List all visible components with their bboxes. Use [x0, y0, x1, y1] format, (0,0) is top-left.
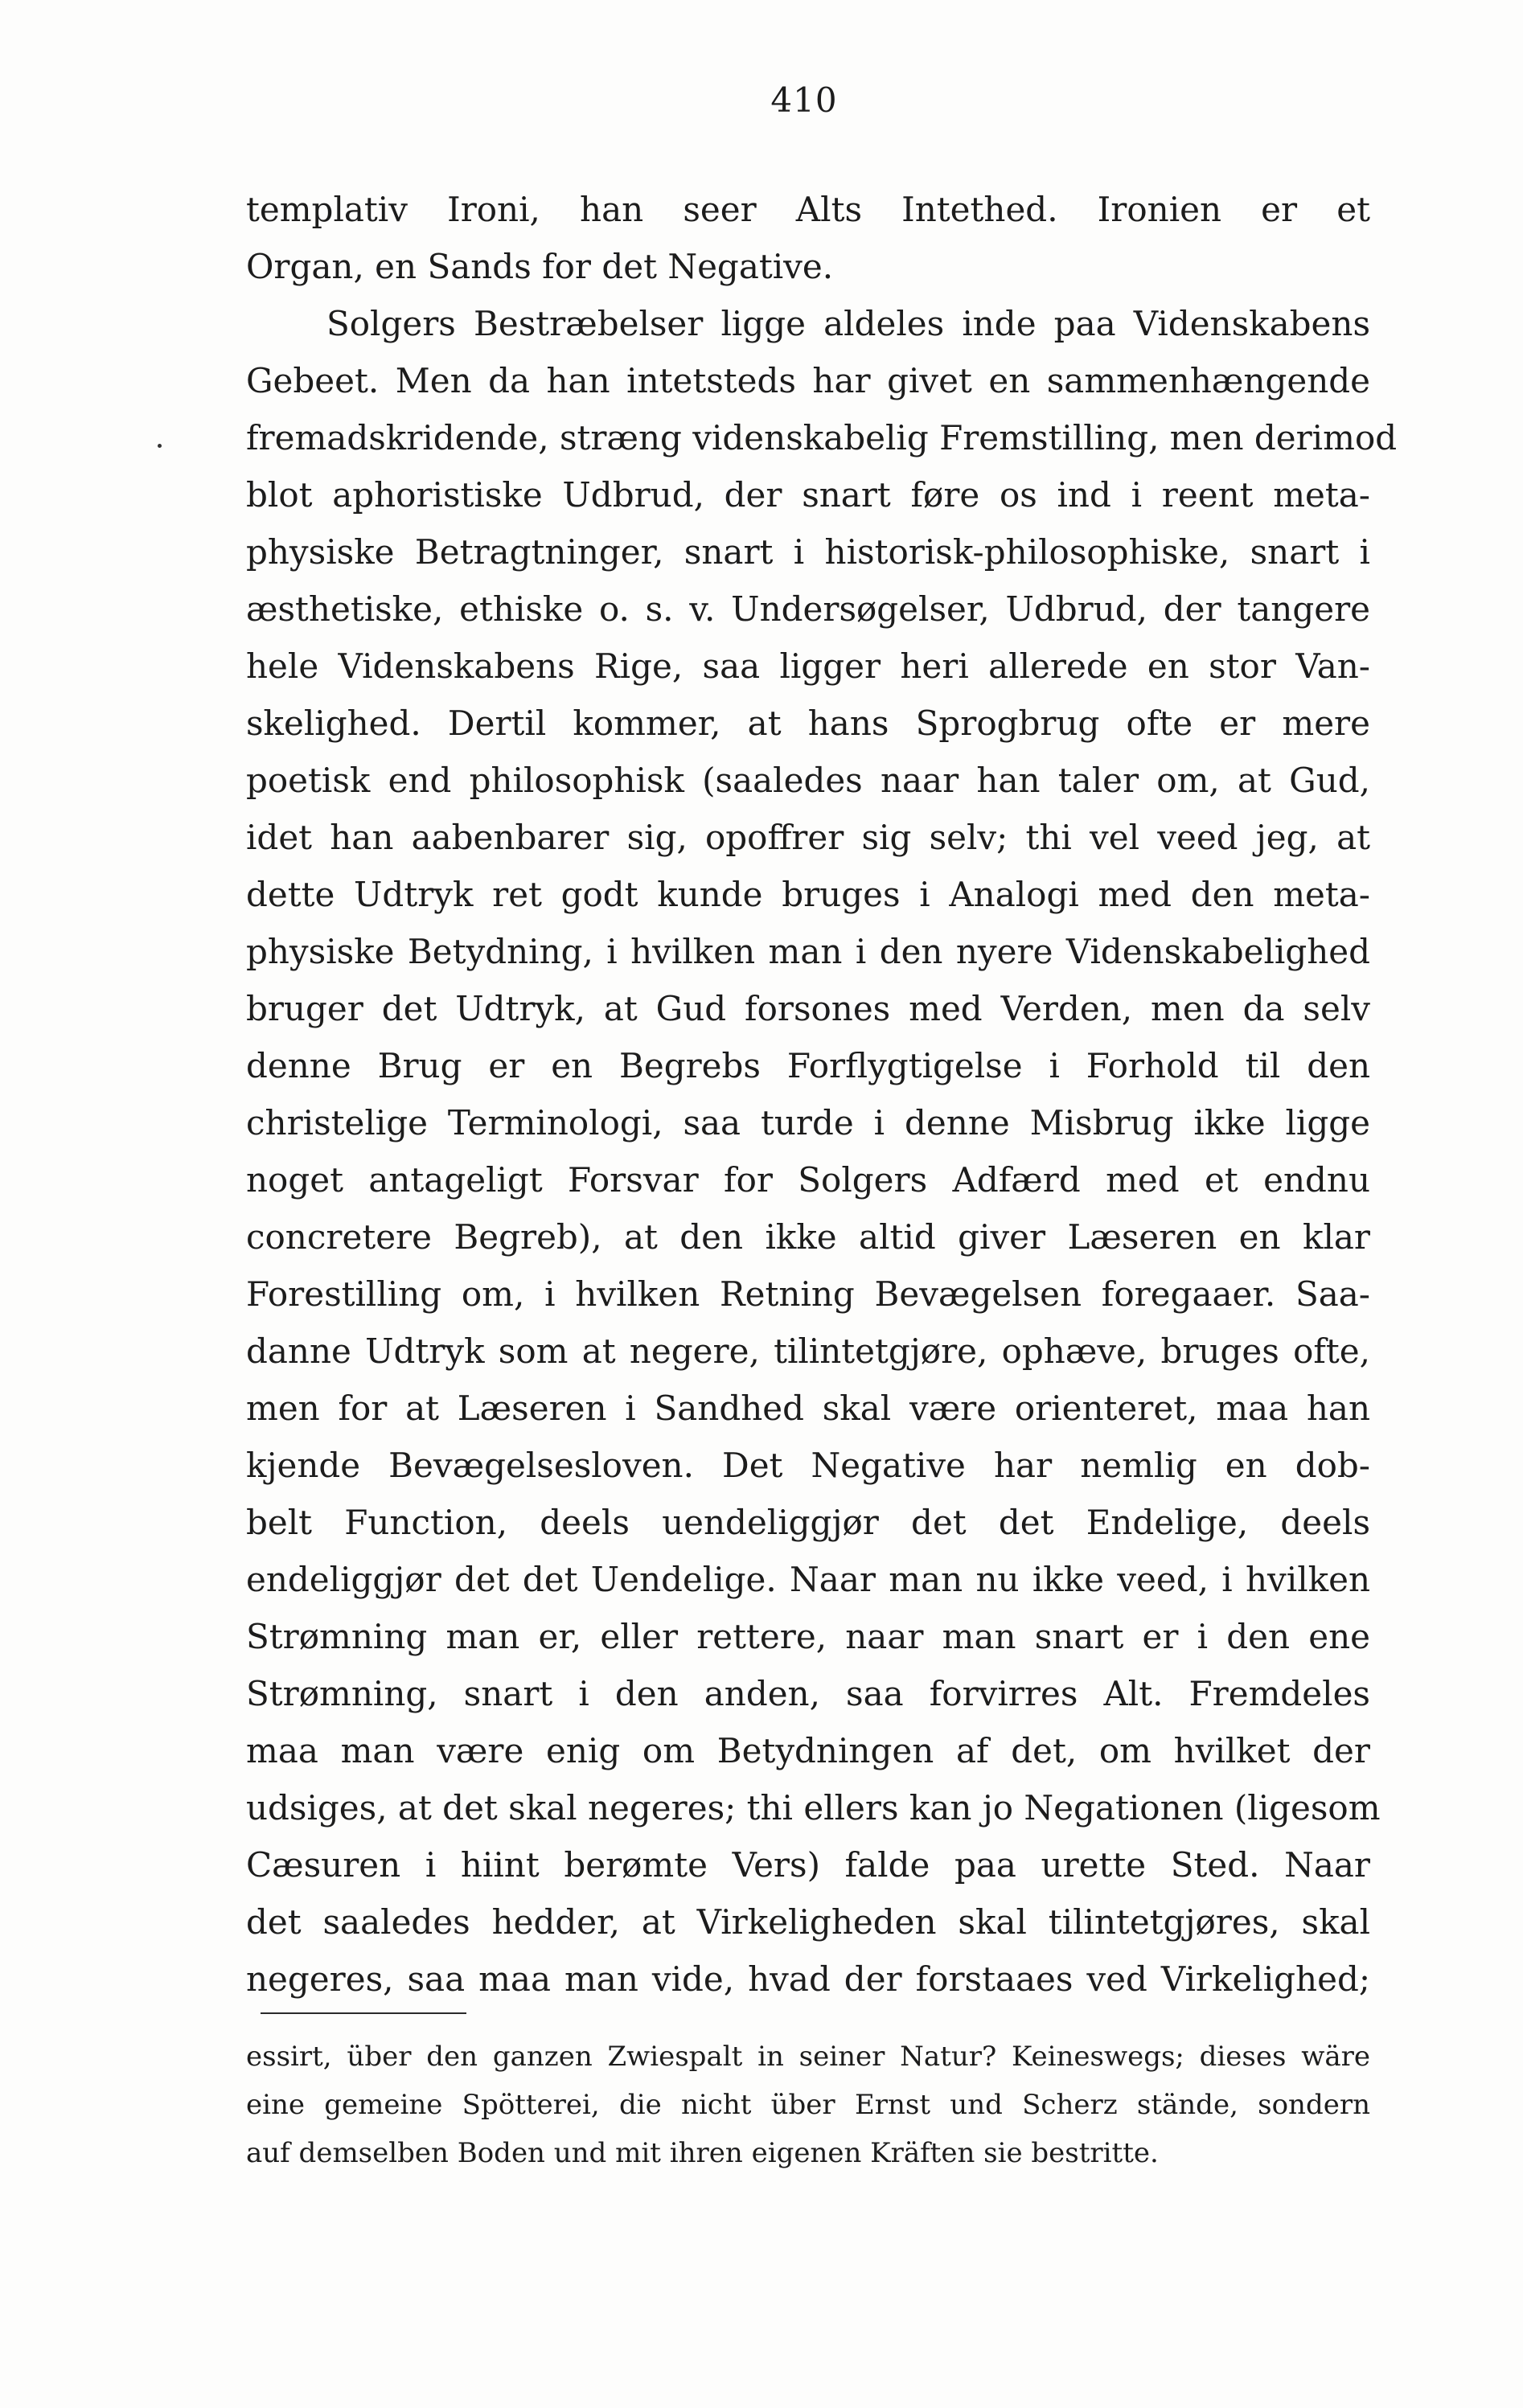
- text-line: denne Brug er en Begrebs Forflygtigelse i Forhold til den: [246, 1046, 1370, 1085]
- text-line: poetisk end philosophisk (saaledes naar han taler om, at Gud,: [246, 761, 1370, 800]
- text-line: æsthetiske, ethiske o. s. v. Undersøgelser, Udbrud, der tangere: [246, 589, 1370, 629]
- text-line: Forestilling om, i hvilken Retning Bevægelsen foregaaer. Saa-: [246, 1274, 1370, 1314]
- footnote-line: essirt, über den ganzen Zwiespalt in seiner Natur? Keineswegs; dieses wäre: [246, 2041, 1370, 2073]
- text-line: men for at Læseren i Sandhed skal være orienteret, maa han: [246, 1389, 1370, 1428]
- text-line: danne Udtryk som at negere, tilintetgjøre, ophæve, bruges ofte,: [246, 1331, 1370, 1371]
- text-line: Cæsuren i hiint berømte Vers) falde paa urette Sted. Naar: [246, 1845, 1370, 1885]
- footnote-line: eine gemeine Spötterei, die nicht über Ernst und Scherz stände, sondern: [246, 2089, 1370, 2121]
- text-line: Gebeet. Men da han intetsteds har givet en sammenhængende: [246, 361, 1370, 400]
- text-line: templativ Ironi, han seer Alts Intethed. Ironien er et: [246, 190, 1370, 229]
- text-line: udsiges, at det skal negeres; thi ellers kan jo Negationen (ligesom: [246, 1788, 1381, 1828]
- text-line: dette Udtryk ret godt kunde bruges i Analogi med den meta-: [246, 875, 1370, 914]
- text-line: det saaledes hedder, at Virkeligheden skal tilintetgjøres, skal: [246, 1902, 1370, 1942]
- footnote: [246, 2033, 1370, 2177]
- text-line: maa man være enig om Betydningen af det, om hvilket der: [246, 1731, 1370, 1770]
- text-line: bruger det Udtryk, at Gud forsones med Verden, men da selv: [246, 989, 1370, 1028]
- text-line: physiske Betydning, i hvilken man i den nyere Videnskabelighed: [246, 932, 1370, 971]
- text-line: kjende Bevægelsesloven. Det Negative har nemlig en dob-: [246, 1446, 1370, 1485]
- text-line: hele Videnskabens Rige, saa ligger heri allerede en stor Van-: [246, 646, 1370, 686]
- text-line: endeliggjør det det Uendelige. Naar man nu ikke veed, i hvilken: [246, 1560, 1370, 1599]
- text-line: negeres, saa maa man vide, hvad der forstaaes ved Virkelighed;: [246, 1959, 1370, 1999]
- text-line: blot aphoristiske Udbrud, der snart føre os ind i reent meta-: [246, 475, 1370, 515]
- text-line: concretere Begreb), at den ikke altid giver Læseren en klar: [246, 1217, 1370, 1257]
- ink-speck: [158, 444, 162, 448]
- footnote-line: auf demselben Boden und mit ihren eigenen Kräften sie bestritte.: [246, 2137, 1159, 2169]
- text-line: Strømning, snart i den anden, saa forvirres Alt. Fremdeles: [246, 1674, 1370, 1713]
- text-line: noget antageligt Forsvar for Solgers Adfærd med et endnu: [246, 1160, 1370, 1200]
- text-line: belt Function, deels uendeliggjør det det Endelige, deels: [246, 1503, 1370, 1542]
- text-line: christelige Terminologi, saa turde i denne Misbrug ikke ligge: [246, 1103, 1370, 1142]
- body-text: [246, 181, 1398, 2008]
- text-line: skelighed. Dertil kommer, at hans Sprogbrug ofte er mere: [246, 704, 1370, 743]
- text-line: Solgers Bestræbelser ligge aldeles inde paa Videnskabens: [326, 304, 1370, 343]
- text-line: Strømning man er, eller rettere, naar man snart er i den ene: [246, 1617, 1370, 1656]
- text-line: Organ, en Sands for det Negative.: [246, 247, 834, 286]
- text-line: idet han aabenbarer sig, opoffrer sig selv; thi vel veed jeg, at: [246, 818, 1370, 857]
- text-line: physiske Betragtninger, snart i historisk-philosophiske, snart i: [246, 532, 1370, 572]
- footnote-separator: [261, 2012, 466, 2014]
- page-number: 410: [770, 80, 838, 120]
- text-line: fremadskridende, stræng videnskabelig Fremstilling, men derimod: [246, 418, 1398, 457]
